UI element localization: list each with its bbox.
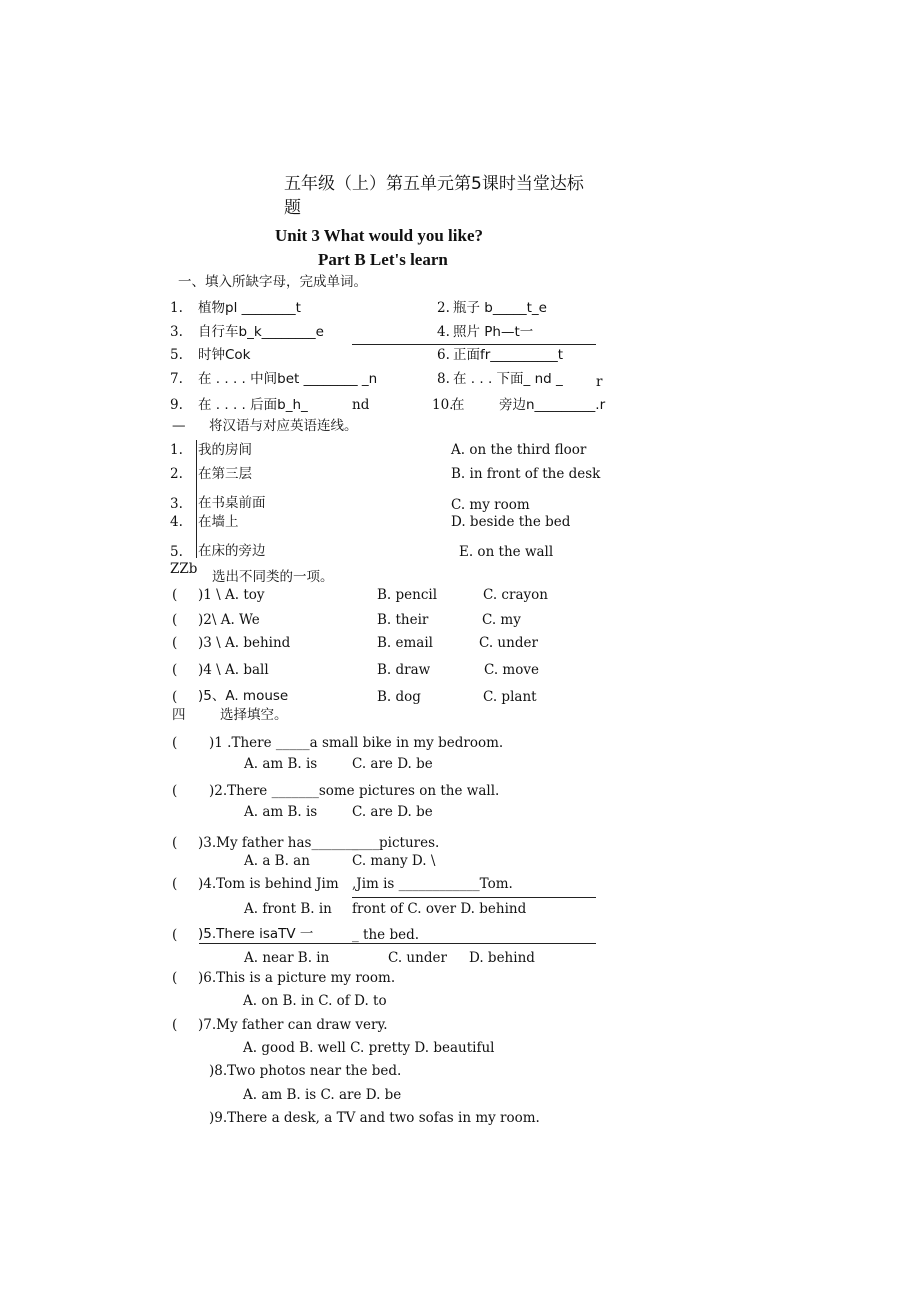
s2-left-4-text: 在墙上 bbox=[198, 514, 239, 530]
s4-q8-opts: A. am B. is C. are D. be bbox=[243, 1087, 402, 1103]
s1-item-3-num: 3. bbox=[170, 324, 183, 340]
s4-q4-text: )4.Tom is behind Jim bbox=[198, 876, 339, 892]
section3-label: ZZb bbox=[170, 561, 198, 577]
s4-q5-text-cont: _ the bed. bbox=[352, 927, 420, 943]
s4-q4-paren: ( bbox=[172, 876, 178, 892]
s4-q5-opt-d: D. behind bbox=[469, 950, 535, 966]
s2-right-d: D. beside the bed bbox=[451, 514, 571, 530]
page-title-cn: 五年级（上）第五单元第5课时当堂达标 bbox=[284, 174, 584, 194]
s2-left-3-num: 3. bbox=[170, 496, 183, 512]
s2-left-1-num: 1. bbox=[170, 442, 183, 458]
s1-item-2-text: 瓶子 b_____t_e bbox=[453, 300, 547, 316]
s1-item-6-text: 正面fr__________t bbox=[453, 347, 564, 363]
s2-right-c: C. my room bbox=[451, 497, 530, 513]
s1-item-7-num: 7. bbox=[170, 371, 183, 387]
s3-item-5-b: B. dog bbox=[377, 689, 421, 705]
section2-heading: 将汉语与对应英语连线。 bbox=[209, 418, 358, 434]
answer-line bbox=[352, 344, 596, 345]
section2-dash: — bbox=[172, 418, 186, 434]
s4-q6-paren: ( bbox=[172, 970, 178, 986]
s1-item-6-num: 6. bbox=[437, 347, 450, 363]
s1-item-7-text: 在 . . . . 中间bet ________ _n bbox=[198, 371, 378, 387]
s2-left-5-text: 在床的旁边 bbox=[198, 543, 266, 559]
s4-q5-text: )5.There isaTV 一 bbox=[198, 926, 314, 942]
s3-item-1-c: C. crayon bbox=[483, 587, 548, 603]
s3-item-1-b: B. pencil bbox=[377, 587, 438, 603]
page-title-cn-cont: 题 bbox=[284, 198, 301, 218]
s2-left-2-num: 2. bbox=[170, 466, 183, 482]
s3-item-3-c: C. under bbox=[479, 635, 538, 651]
s4-q2-opt-cd: C. are D. be bbox=[352, 804, 433, 820]
section4-heading: 选择填空。 bbox=[220, 707, 288, 723]
s4-q3-opt-cd: C. many D. \ bbox=[352, 853, 436, 869]
s3-item-2-c: C. my bbox=[482, 612, 521, 628]
s1-item-1-num: 1. bbox=[170, 300, 183, 316]
s4-q7-opts: A. good B. well C. pretty D. beautiful bbox=[243, 1040, 495, 1056]
s4-q5-paren: ( bbox=[172, 927, 178, 943]
section1-heading: 一、填入所缺字母，完成单词。 bbox=[178, 274, 367, 290]
section3-heading: 选出不同类的一项。 bbox=[212, 569, 334, 585]
s1-item-9-extra: nd bbox=[352, 397, 370, 413]
s1-item-10-num: 10. bbox=[432, 397, 454, 413]
s3-item-4-b: B. draw bbox=[377, 662, 431, 678]
s4-q2-text: )2.There _______some pictures on the wall. bbox=[209, 783, 500, 799]
s3-item-2-q: )2\ A. We bbox=[198, 612, 260, 628]
s4-q3-paren: ( bbox=[172, 835, 178, 851]
s4-q4-opt-ab: A. front B. in bbox=[244, 901, 332, 917]
s4-q3-opt-ab: A. a B. an bbox=[244, 853, 310, 869]
s4-q1-paren: ( bbox=[172, 735, 178, 751]
s1-item-3-text: 自行车b_k________e bbox=[198, 324, 324, 340]
section4-label: 四 bbox=[172, 707, 186, 723]
s3-item-2-b: B. their bbox=[377, 612, 429, 628]
s2-left-3-text: 在书桌前面 bbox=[198, 495, 266, 511]
s1-item-5-num: 5. bbox=[170, 347, 183, 363]
s1-item-4-num: 4. bbox=[437, 324, 450, 340]
s1-item-4-text: 照片 Ph—t一 bbox=[453, 324, 534, 340]
s1-item-9-text: 在 . . . . 后面b_h_ bbox=[198, 397, 308, 413]
answer-line bbox=[352, 897, 596, 898]
s4-q1-text: )1 .There _____a small bike in my bedroom. bbox=[209, 735, 504, 751]
s2-right-a: A. on the third floor bbox=[451, 442, 587, 458]
s2-right-e: E. on the wall bbox=[459, 544, 554, 560]
s3-item-4-c: C. move bbox=[484, 662, 539, 678]
s4-q9-text: )9.There a desk, a TV and two sofas in my room. bbox=[209, 1110, 540, 1126]
s1-item-8-num: 8. bbox=[437, 371, 450, 387]
s3-item-3-b: B. email bbox=[377, 635, 433, 651]
s2-left-5-num: 5. bbox=[170, 544, 183, 560]
part-title: Part B Let's learn bbox=[318, 250, 448, 269]
s1-item-5-text: 时钟Cok bbox=[198, 347, 251, 363]
s1-item-2-num: 2. bbox=[437, 300, 450, 316]
s2-left-2-text: 在第三层 bbox=[198, 466, 252, 482]
s4-q2-opt-ab: A. am B. is bbox=[244, 804, 318, 820]
s4-q1-opt-cd: C. are D. be bbox=[352, 756, 433, 772]
s4-q5-opt-c: C. under bbox=[388, 950, 447, 966]
s1-item-9-num: 9. bbox=[170, 397, 183, 413]
s4-q8-text: )8.Two photos near the bed. bbox=[209, 1063, 402, 1079]
s3-item-3-paren: ( bbox=[172, 635, 178, 651]
s4-q4-opt-cd: front of C. over D. behind bbox=[352, 901, 527, 917]
s3-item-5-q: )5、A. mouse bbox=[198, 688, 289, 704]
s3-item-4-paren: ( bbox=[172, 662, 178, 678]
s1-item-1-text: 植物pl ________t bbox=[198, 300, 301, 316]
s3-item-4-q: )4 \ A. ball bbox=[198, 662, 269, 678]
s3-item-1-paren: ( bbox=[172, 587, 178, 603]
s3-item-1-q: )1 \ A. toy bbox=[198, 587, 265, 603]
s4-q6-text: )6.This is a picture my room. bbox=[198, 970, 396, 986]
s3-item-3-q: )3 \ A. behind bbox=[198, 635, 291, 651]
s2-right-b: B. in front of the desk bbox=[451, 466, 601, 482]
s2-left-4-num: 4. bbox=[170, 514, 183, 530]
bracket-line bbox=[196, 440, 197, 558]
s4-q1-opt-ab: A. am B. is bbox=[244, 756, 318, 772]
s4-q3-text: )3.My father has_______ bbox=[198, 835, 359, 851]
s3-item-5-paren: ( bbox=[172, 689, 178, 705]
s4-q4-text-cont: ,Jim is ____________Tom. bbox=[352, 876, 513, 892]
s2-left-1-text: 我的房间 bbox=[198, 442, 252, 458]
s4-q7-paren: ( bbox=[172, 1017, 178, 1033]
s4-q5-opt-ab: A. near B. in bbox=[244, 950, 330, 966]
answer-line bbox=[199, 943, 596, 944]
s3-item-5-c: C. plant bbox=[483, 689, 537, 705]
s3-item-2-paren: ( bbox=[172, 612, 178, 628]
s1-item-8-extra: r bbox=[596, 374, 603, 390]
s1-item-10-text: 在 bbox=[451, 397, 465, 413]
s1-item-8-text: 在 . . . 下面_ nd _ bbox=[453, 371, 563, 387]
s4-q3-text-cont: ____pictures. bbox=[352, 835, 440, 851]
s4-q7-text: )7.My father can draw very. bbox=[198, 1017, 388, 1033]
s1-item-10-extra: 旁边n_________.r bbox=[499, 397, 606, 413]
unit-title: Unit 3 What would you like? bbox=[275, 226, 483, 245]
s4-q6-opts: A. on B. in C. of D. to bbox=[243, 993, 387, 1009]
s4-q2-paren: ( bbox=[172, 783, 178, 799]
